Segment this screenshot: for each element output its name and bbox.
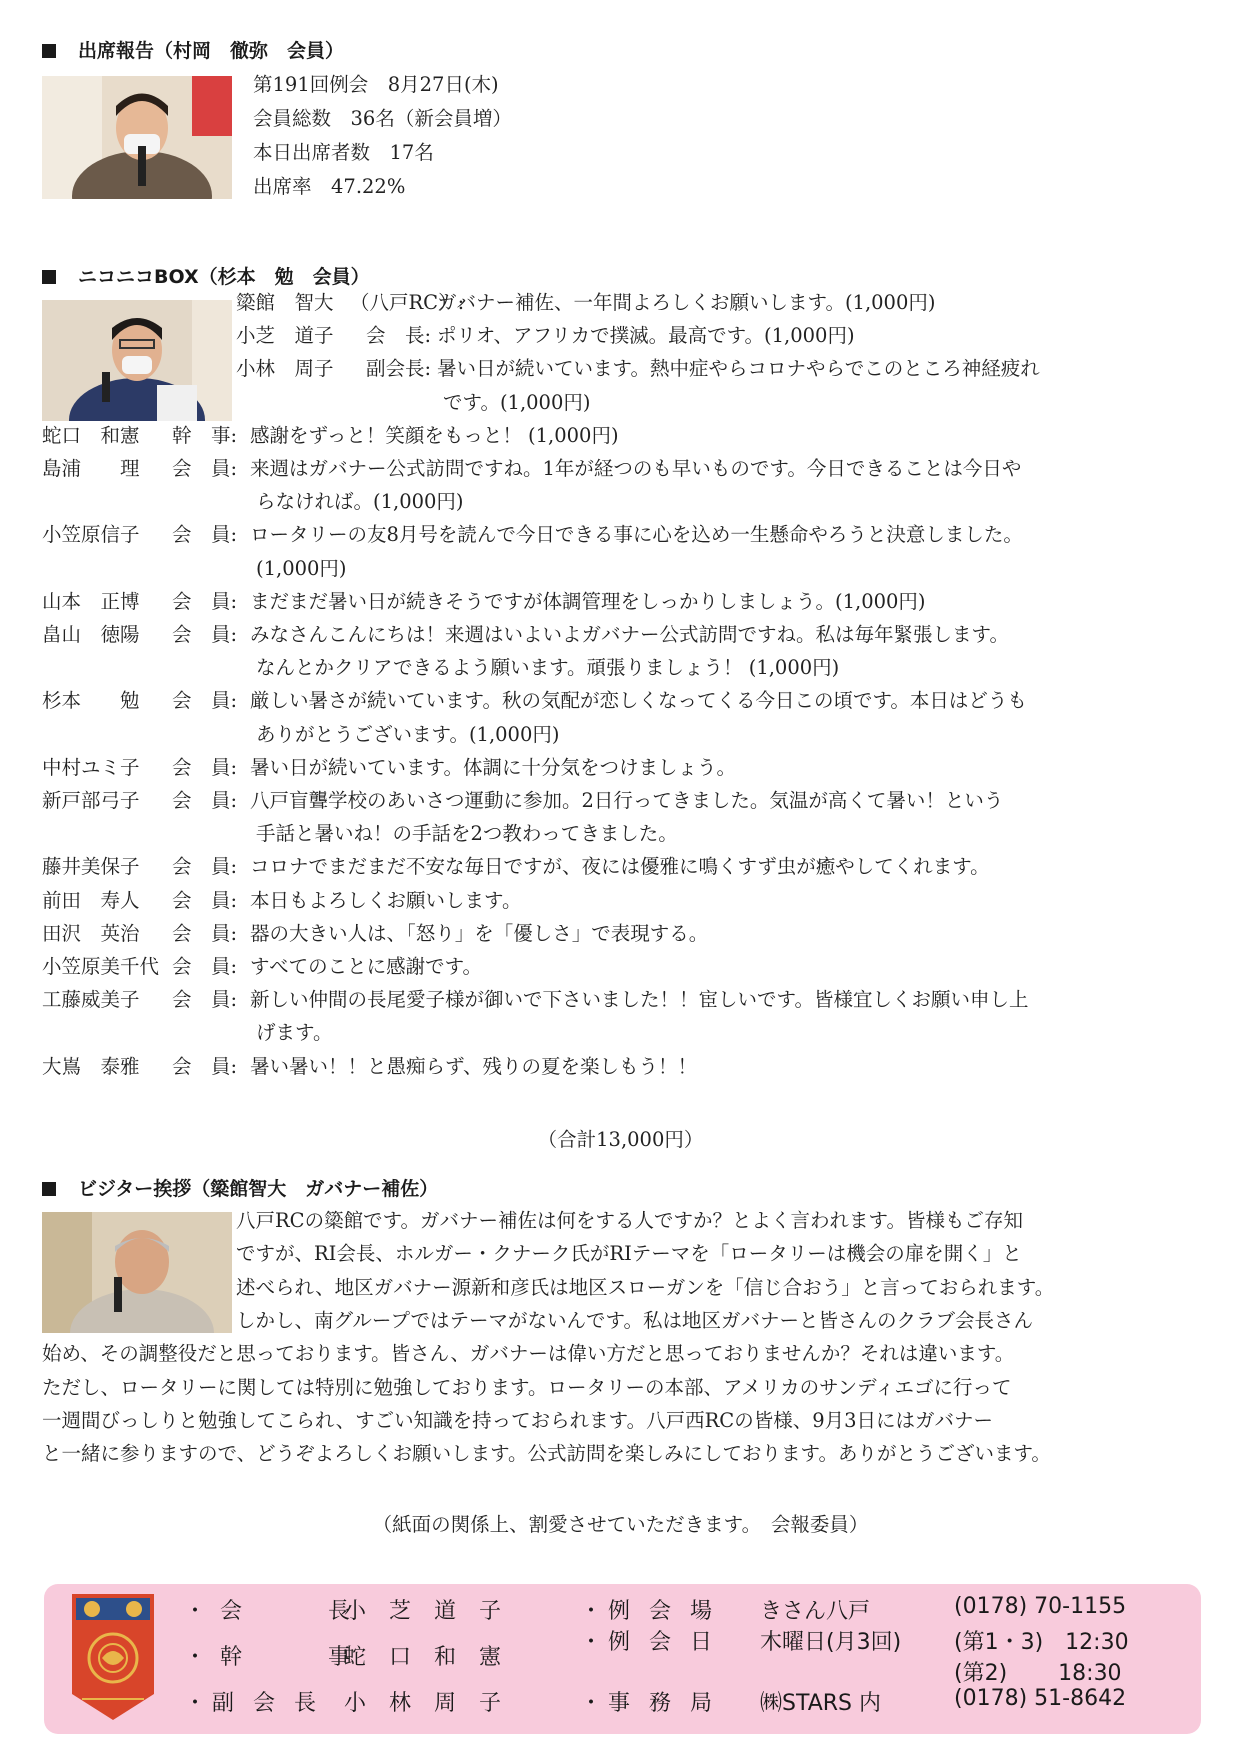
nikoniko-total: （合計13,000円） (537, 1128, 704, 1151)
attendance-heading (42, 36, 344, 63)
member-role: 会 員: (172, 523, 238, 547)
member-name: 中村ユミ子 (42, 755, 140, 779)
visitor-line: 述べられ、地区ガバナー源新和彦氏は地区スローガンを「信じ合おう」と言っておられます。 (236, 1275, 1055, 1299)
member-role: 会 員: (172, 457, 238, 480)
message-text: ありがとうございます。(1,000円) (256, 722, 560, 746)
member-role: 会 員: (172, 988, 238, 1012)
message-text: らなければ。(1,000円) (256, 490, 464, 514)
office-value: ㈱STARS 内 (760, 1691, 881, 1716)
club-info-footer (44, 1584, 1201, 1734)
visitor-line: 一週間びっしりと勉強してこられ、すごい知識を持っておられます。八戸西RCの皆様、9月3日にはガバナー (42, 1408, 994, 1432)
member-role: 会 員: (172, 623, 238, 646)
message-text: なんとかクリアできるよう願います。頑張りましょう！ (1,000円) (256, 656, 840, 680)
visitor-line: ただし、ロータリーに関しては特別に勉強しております。ロータリーの本部、アメリカのサンディエゴに行って (42, 1375, 1012, 1399)
attendance-line-3: 本日出席者数 17名 (253, 141, 434, 164)
member-role: 幹 事: (172, 423, 238, 447)
visitor-line: 八戸RCの簗館です。ガバナー補佐は何をする人ですか？とよく言われます。皆様もご存知 (236, 1209, 1023, 1232)
visitor-heading-text: ビジター挨拶（簗館智大 ガバナー補佐） (78, 1178, 439, 1200)
day-value: 木曜日(月3回) (760, 1630, 902, 1655)
vice-label: ・副 会 長 (184, 1691, 322, 1716)
message-text: ガバナー補佐、一年間よろしくお願いします。(1,000円) (437, 291, 936, 314)
message-text: 暑い日が続いています。熱中症やらコロナやらでこのところ神経疲れ (437, 357, 1040, 381)
member-name: 小芝 道子 (236, 324, 334, 348)
member-role: （八戸RC）: (350, 291, 465, 314)
club-banner-icon (72, 1594, 154, 1720)
venue-tel: (0178) 70-1155 (954, 1594, 1127, 1619)
member-name: 小笠原美千代 (42, 955, 160, 978)
square-bullet-icon (42, 44, 56, 58)
attendance-heading-text: 出席報告（村岡 徹弥 会員） (78, 40, 345, 62)
square-bullet-icon (42, 1182, 56, 1196)
member-name: 蛇口 和憲 (42, 423, 140, 447)
message-text: ポリオ、アフリカで撲滅。最高です。(1,000円) (437, 324, 855, 348)
member-name: 田沢 英治 (42, 921, 140, 945)
message-text: 厳しい暑さが続いています。秋の気配が恋しくなってくる今日この頃です。本日はどうも (250, 689, 1027, 713)
message-text: コロナでまだまだ不安な毎日ですが、夜には優雅に鳴くすず虫が癒やしてくれます。 (250, 855, 990, 879)
message-text: ロータリーの友8月号を読んで今日できる事に心を込め一生懸命やろうと決意しました。 (250, 523, 1023, 547)
vice-name: 小 林 周 子 (344, 1691, 509, 1716)
secretary-label: ・幹 事 (184, 1645, 365, 1670)
attendance-line-2: 会員総数 36名（新会員増） (253, 107, 512, 130)
member-name: 新戸部弓子 (42, 789, 140, 812)
member-name: 小林 周子 (236, 357, 334, 381)
member-role: 会 員: (172, 921, 238, 945)
visitor-note: （紙面の関係上、割愛させていただきます。 会報委員） (372, 1513, 869, 1536)
message-text: 器の大きい人は、「怒り」を「優しさ」で表現する。 (250, 921, 709, 945)
secretary-name: 蛇 口 和 憲 (344, 1645, 509, 1670)
member-role: 会 長: (366, 324, 432, 348)
message-text: 新しい仲間の長尾愛子様が御いで下さいました！！宦しいです。皆様宜しくお願い申し上 (250, 988, 1029, 1012)
message-text: まだまだ暑い日が続きそうですが体調管理をしっかりしましょう。(1,000円) (250, 589, 926, 613)
member-name: 簗館 智大 (236, 291, 334, 314)
member-name: 島浦 理 (42, 457, 140, 480)
message-text: げます。 (256, 1021, 333, 1045)
message-text: すべてのことに感謝です。 (250, 955, 483, 978)
member-name: 山本 正博 (42, 589, 140, 613)
attendance-line-1: 第191回例会 8月27日(木) (253, 73, 499, 96)
member-name: 藤井美保子 (42, 855, 140, 879)
nikoniko-photo (42, 300, 232, 421)
visitor-photo (42, 1212, 232, 1333)
member-name: 小笠原信子 (42, 523, 140, 547)
member-role: 副会長: (366, 357, 432, 381)
attendance-line-4: 出席率 47.22% (253, 175, 406, 198)
message-text: みなさんこんにちは！来週はいよいよガバナー公式訪問ですね。私は毎年緊張します。 (250, 623, 1009, 646)
visitor-line: ですが、RI会長、ホルガー・クナーク氏がRIテーマを「ロータリーは機会の扉を開く」と (236, 1242, 1022, 1266)
member-role: 会 員: (172, 855, 238, 879)
attendance-photo (42, 76, 232, 199)
message-text: 八戸盲聾学校のあいさつ運動に参加。2日行ってきました。気温が高くて暑い！という (250, 789, 1004, 812)
member-role: 会 員: (172, 689, 238, 713)
member-role: 会 員: (172, 755, 238, 779)
member-name: 杉本 勉 (42, 689, 140, 713)
president-name: 小 芝 道 子 (344, 1599, 509, 1624)
member-role: 会 員: (172, 955, 238, 978)
office-label: ・事 務 局 (580, 1691, 718, 1716)
visitor-heading (42, 1174, 438, 1201)
nikoniko-heading-text: ニコニコBOX（杉本 勉 会員） (78, 266, 370, 288)
venue-value: きさん八戸 (760, 1599, 871, 1624)
message-text: 暑い暑い！！と愚痴らず、残りの夏を楽しもう！！ (250, 1054, 697, 1078)
venue-label: ・例 会 場 (580, 1599, 718, 1624)
message-text: 感謝をずっと！笑顔をもっと！ (1,000円) (250, 423, 619, 447)
message-text: 手話と暑いね！の手話を2つ教わってきました。 (256, 822, 678, 846)
visitor-line: と一緒に参りますので、どうぞよろしくお願いします。公式訪問を楽しみにしております。ありがとうございます。 (42, 1442, 1051, 1466)
square-bullet-icon (42, 270, 56, 284)
nikoniko-heading (42, 262, 370, 289)
time-2: (第2) 18:30 (954, 1661, 1122, 1686)
member-name: 大嶌 泰雅 (42, 1054, 140, 1078)
visitor-line: しかし、南グループではテーマがないんです。私は地区ガバナーと皆さんのクラブ会長さん (236, 1308, 1033, 1332)
member-role: 会 員: (172, 888, 238, 912)
member-name: 前田 寿人 (42, 888, 140, 912)
visitor-line: 始め、その調整役だと思っております。皆さん、ガバナーは偉い方だと思っておりませんか？それは違います。 (42, 1342, 1015, 1366)
message-text: (1,000円) (256, 556, 347, 580)
member-role: 会 員: (172, 789, 238, 812)
member-role: 会 員: (172, 1054, 238, 1078)
member-role: 会 員: (172, 589, 238, 613)
member-name: 畠山 徳陽 (42, 623, 140, 646)
message-text: 暑い日が続いています。体調に十分気をつけましょう。 (250, 755, 736, 779)
time-1: (第1・3) 12:30 (954, 1630, 1129, 1655)
day-label: ・例 会 日 (580, 1630, 718, 1655)
message-text: 本日もよろしくお願いします。 (250, 888, 522, 912)
message-text: です。(1,000円) (443, 390, 591, 414)
office-tel: (0178) 51-8642 (954, 1686, 1127, 1711)
message-text: 来週はガバナー公式訪問ですね。1年が経つのも早いものです。今日できることは今日や (250, 457, 1022, 480)
member-name: 工藤威美子 (42, 988, 140, 1012)
president-label: ・会 長 (184, 1599, 365, 1624)
